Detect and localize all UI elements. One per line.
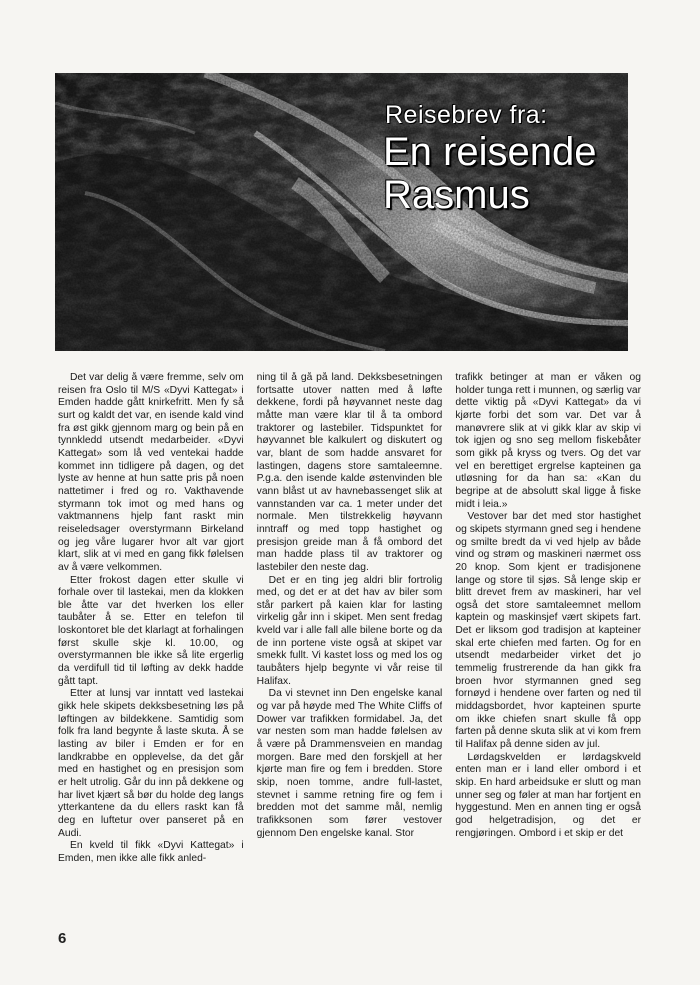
paragraph: Lørdagskvelden er lørdagskveld enten man er i land eller ombord i et skip. En hard arbeidsuke er slutt og man unner seg og føler at man har fortjent en hyggestund. Men en annen ting er også god helgetradisjon, og det er rengjøringen. Ombord i et skip er det — [455, 751, 642, 839]
text-column-2 — [257, 372, 443, 932]
paragraph: Etter frokost dagen etter skulle vi forhale over til lastekai, men da klokken ble åtte var det hverken los eller taubåter å se. Etter en telefon til loskontoret ble det klarlagt at forhalingen først skulle skje kl. 10.00, og overstyrmannen ble ikke så lite ergerlig da verdifull tid til løfting av dekk hadde gått tapt. — [58, 574, 244, 687]
paragraph: Det var delig å være fremme, selv om reisen fra Oslo til M/S «Dyvi Kattegat» i Emden hadde gått knirkefritt. Men fy så surt og kaldt det var, en isende kald vind fra øst gikk gjennom marg og bein på en tynnkledd utsendt medarbeider. «Dyvi Kattegat» som lå ved ventekai hadde kommet inn tidligere på dagen, og det lyste av henne at hun satte pris på noen nattetimer i fred og ro. Vakthavende styrmann tok imot og med hans og vaktmannens hjelp fant raskt min reiseledsager overstyrmann Birkeland og jeg våre lugarer hvor alt var gjort klart, slik at vi med en gang fikk følelsen av å være velkommen. — [58, 372, 244, 573]
article-title-line-1: En reisende — [383, 130, 597, 174]
paragraph: Det er en ting jeg aldri blir fortrolig med, og det er at det hav av biler som står parkert på kaien klar for lasting virkelig går inn i skipet. Men sent fredag kveld var i alle fall alle bilene borte og da de inn portene viste også at skipet var smekk fullt. Vi kastet loss og med los og taubåters hjelp begynte vi vår reise til Halifax. — [256, 574, 443, 687]
paragraph: ning til å gå på land. Dekksbesetningen fortsatte utover natten med å løfte dekkene, fordi på høyvannet neste dag måtte man være klar til å ta ombord traktorer og lastebiler. Tidspunktet for høyvannet ble kalkulert og diskutert og var, blant de som hadde ansvaret for lastingen, dagens store samtaleemne. P.g.a. den isende kalde østenvinden ble vann blåst ut av havnebassenget slik at vannstanden var ca. 1 meter under det normale. Men tilstrekkelig høyvann inntraff og med topp hastighet og presisjon greide man å få ombord det man hadde plass til av traktorer og lastebiler den neste dag. — [256, 372, 443, 573]
paragraph: Etter at lunsj var inntatt ved lastekai gikk hele skipets dekksbesetning løs på løftingen av bildekkene. Samtidig som folk fra land begynte å laste skuta. Å se lasting av biler i Emden er for en landkrabbe en opplevelse, da det går med en hastighet og en presisjon som er helt utrolig. Går du inn på dekkene og har livet kjært så bør du holde deg langs ytterkantene da du ellers raskt kan få deg en luftetur over panseret på en Audi. — [58, 688, 244, 839]
paragraph: Vestover bar det med stor hastighet og skipets styrmann gned seg i hendene og smilte bredt da vi ved hjelp av både vind og strøm og maskineri nærmet oss 20 knop. Som kjent er tradisjonene lange og store til sjøs. Så lenge skip er blitt drevet frem av maskineri, har vel også det store samtaleemnet mellom kaptein og maskinsjef vært skipets fart. Det er liksom god tradisjon at kapteiner skal erte chiefen med farten. Og for en utsendt medarbeider virket det jo temmelig frustrerende da han gikk fra broen hvor styrmannen gned seg fornøyd i hendene over farten og ned til middagsbordet, hvor kapteinen spurte om ikke chiefen snart skulle få opp farten på denne skuta slik at vi kom frem til Halifax på denne siden av jul. — [455, 511, 642, 751]
paragraph: trafikk betinger at man er våken og holder tunga rett i munnen, og særlig var dette viktig på «Dyvi Kattegat» da vi kjørte forbi det som var. Det var å manøvrere slik at vi gikk klar av skip vi tok igjen og sno seg mellom fiskebåter som gikk på kryss og tvers. Og det var vel en berettiget ergrelse kapteinen ga utløsning for da han sa: «Kan du begripe at de absolutt skal ligge å fiske midt i leia.» — [455, 372, 642, 510]
text-column-1 — [58, 372, 244, 932]
article-title — [383, 131, 596, 217]
hero-photo-ocean-waves — [55, 73, 628, 351]
article-kicker: Reisebrev fra: — [385, 101, 548, 129]
paragraph: En kveld til fikk «Dyvi Kattegat» i Emden, men ikke alle fikk anled- — [58, 840, 244, 864]
paragraph: Da vi stevnet inn Den engelske kanal og var på høyde med The White Cliffs of Dower var trafikken formidabel. Ja, det var nesten som man hadde følelsen av å være på Drammensveien en mandag morgen. Bare med den forskjell at her kjørte man fire og fem i bredden. Store skip, noen tomme, andre full-lastet, stevnet i samme retning fire og fem i bredden mot det samme mål, nemlig trafikksonen som fører vestover gjennom Den engelske kanal. Stor — [256, 688, 443, 839]
text-column-3 — [455, 372, 641, 932]
article-body — [58, 372, 641, 932]
page-number: 6 — [58, 930, 67, 947]
article-title-line-2: Rasmus — [383, 173, 530, 217]
